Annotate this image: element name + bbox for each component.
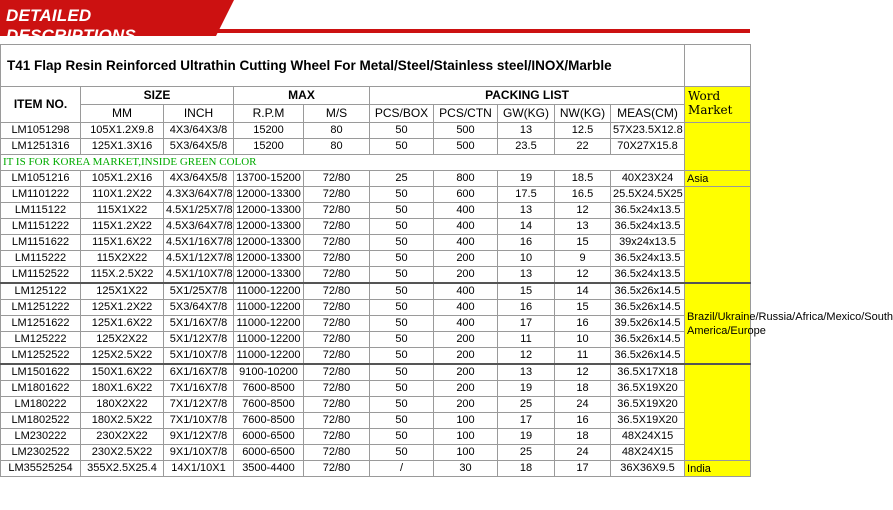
- nw-cell: 16.5: [555, 187, 611, 203]
- rpm-cell: 7600-8500: [234, 413, 304, 429]
- size-inch-cell: 4X3/64X5/8: [164, 171, 234, 187]
- item-no-cell: LM125222: [1, 332, 81, 348]
- nw-cell: 11: [555, 348, 611, 365]
- meas-cell: 36.5x24x13.5: [611, 219, 685, 235]
- table-row: [1, 219, 751, 235]
- gw-cell: 25: [498, 445, 555, 461]
- item-no-cell: LM1051216: [1, 171, 81, 187]
- rpm-cell: 12000-13300: [234, 251, 304, 267]
- pcs-ctn-cell: 100: [434, 413, 498, 429]
- pcs-box-cell: 50: [370, 300, 434, 316]
- size-mm-cell: 115X1.6X22: [81, 235, 164, 251]
- header-meas: MEAS(CM): [611, 105, 685, 123]
- meas-cell: 36.5x24x13.5: [611, 267, 685, 284]
- ms-cell: 72/80: [304, 235, 370, 251]
- meas-cell: 40X23X24: [611, 171, 685, 187]
- pcs-box-cell: 50: [370, 203, 434, 219]
- market-asia-cell: Asia: [685, 171, 751, 187]
- table-row: [1, 316, 751, 332]
- size-inch-cell: 4.5X1/16X7/8: [164, 235, 234, 251]
- nw-cell: 18: [555, 381, 611, 397]
- item-no-cell: LM1051298: [1, 123, 81, 139]
- pcs-ctn-cell: 400: [434, 203, 498, 219]
- rpm-cell: 12000-13300: [234, 203, 304, 219]
- size-inch-cell: 4.5X3/64X7/8: [164, 219, 234, 235]
- ms-cell: 72/80: [304, 251, 370, 267]
- nw-cell: 16: [555, 316, 611, 332]
- size-inch-cell: 4.5X1/12X7/8: [164, 251, 234, 267]
- ms-cell: 72/80: [304, 445, 370, 461]
- nw-cell: 24: [555, 445, 611, 461]
- ms-cell: 72/80: [304, 461, 370, 477]
- meas-cell: 25.5X24.5X25: [611, 187, 685, 203]
- gw-cell: 15: [498, 283, 555, 300]
- rpm-cell: 12000-13300: [234, 187, 304, 203]
- pcs-box-cell: 50: [370, 267, 434, 284]
- pcs-box-cell: 50: [370, 316, 434, 332]
- item-no-cell: LM115122: [1, 203, 81, 219]
- rpm-cell: 11000-12200: [234, 283, 304, 300]
- gw-cell: 16: [498, 235, 555, 251]
- ms-cell: 72/80: [304, 187, 370, 203]
- meas-cell: 57X23.5X12.8: [611, 123, 685, 139]
- pcs-ctn-cell: 200: [434, 332, 498, 348]
- pcs-box-cell: 50: [370, 397, 434, 413]
- nw-cell: 22: [555, 139, 611, 155]
- rpm-cell: 11000-12200: [234, 300, 304, 316]
- size-mm-cell: 230X2.5X22: [81, 445, 164, 461]
- nw-cell: 10: [555, 332, 611, 348]
- item-no-cell: LM1251316: [1, 139, 81, 155]
- pcs-ctn-cell: 100: [434, 445, 498, 461]
- rpm-cell: 9100-10200: [234, 364, 304, 381]
- table-row: [1, 397, 751, 413]
- nw-cell: 16: [555, 413, 611, 429]
- table-row: [1, 300, 751, 316]
- pcs-box-cell: 50: [370, 429, 434, 445]
- rpm-cell: 12000-13300: [234, 235, 304, 251]
- nw-cell: 9: [555, 251, 611, 267]
- header-rpm: R.P.M: [234, 105, 304, 123]
- size-mm-cell: 355X2.5X25.4: [81, 461, 164, 477]
- pcs-box-cell: 50: [370, 219, 434, 235]
- nw-cell: 12: [555, 203, 611, 219]
- item-no-cell: LM35525254: [1, 461, 81, 477]
- ms-cell: 72/80: [304, 300, 370, 316]
- size-mm-cell: 115X2X22: [81, 251, 164, 267]
- pcs-ctn-cell: 200: [434, 267, 498, 284]
- title-spacer: [685, 45, 751, 87]
- rpm-cell: 7600-8500: [234, 397, 304, 413]
- item-no-cell: LM180222: [1, 397, 81, 413]
- rpm-cell: 6000-6500: [234, 429, 304, 445]
- pcs-box-cell: /: [370, 461, 434, 477]
- nw-cell: 18: [555, 429, 611, 445]
- pcs-ctn-cell: 200: [434, 348, 498, 365]
- meas-cell: 36.5x24x13.5: [611, 203, 685, 219]
- pcs-box-cell: 50: [370, 332, 434, 348]
- spec-table-container: [0, 44, 893, 510]
- header-banner: [0, 0, 750, 45]
- rpm-cell: 11000-12200: [234, 316, 304, 332]
- meas-cell: 39.5x26x14.5: [611, 316, 685, 332]
- ms-cell: 72/80: [304, 316, 370, 332]
- rpm-cell: 7600-8500: [234, 381, 304, 397]
- size-inch-cell: 5X1/16X7/8: [164, 316, 234, 332]
- nw-cell: 24: [555, 397, 611, 413]
- pcs-box-cell: 25: [370, 171, 434, 187]
- nw-cell: 15: [555, 235, 611, 251]
- banner-title: DETAILED DESCRIPTIONS: [6, 6, 136, 45]
- meas-cell: 36.5x26x14.5: [611, 348, 685, 365]
- pcs-ctn-cell: 400: [434, 316, 498, 332]
- size-inch-cell: 6X1/16X7/8: [164, 364, 234, 381]
- rpm-cell: 12000-13300: [234, 267, 304, 284]
- meas-cell: 36.5x26x14.5: [611, 283, 685, 300]
- table-row: [1, 332, 751, 348]
- gw-cell: 13: [498, 267, 555, 284]
- header-packing-list: PACKING LIST: [370, 87, 685, 105]
- gw-cell: 13: [498, 123, 555, 139]
- rpm-cell: 15200: [234, 123, 304, 139]
- item-no-cell: LM125122: [1, 283, 81, 300]
- size-mm-cell: 125X1.6X22: [81, 316, 164, 332]
- pcs-box-cell: 50: [370, 187, 434, 203]
- pcs-box-cell: 50: [370, 235, 434, 251]
- pcs-box-cell: 50: [370, 123, 434, 139]
- pcs-box-cell: 50: [370, 445, 434, 461]
- header-word-market: Word Market: [685, 87, 751, 123]
- size-mm-cell: 105X1.2X16: [81, 171, 164, 187]
- table-row: [1, 364, 751, 381]
- meas-cell: 36.5X19X20: [611, 381, 685, 397]
- rpm-cell: 11000-12200: [234, 332, 304, 348]
- item-no-cell: LM1252522: [1, 348, 81, 365]
- item-no-cell: LM1251622: [1, 316, 81, 332]
- gw-cell: 12: [498, 348, 555, 365]
- rpm-cell: 6000-6500: [234, 445, 304, 461]
- size-mm-cell: 105X1.2X9.8: [81, 123, 164, 139]
- ms-cell: 72/80: [304, 348, 370, 365]
- market-blank-cell: [685, 187, 751, 284]
- table-row: [1, 381, 751, 397]
- item-no-cell: LM1151622: [1, 235, 81, 251]
- table-row: [1, 283, 751, 300]
- header-gw: GW(KG): [498, 105, 555, 123]
- gw-cell: 25: [498, 397, 555, 413]
- size-mm-cell: 125X2X22: [81, 332, 164, 348]
- pcs-ctn-cell: 30: [434, 461, 498, 477]
- rpm-cell: 11000-12200: [234, 348, 304, 365]
- ms-cell: 72/80: [304, 397, 370, 413]
- size-mm-cell: 180X1.6X22: [81, 381, 164, 397]
- pcs-ctn-cell: 100: [434, 429, 498, 445]
- size-mm-cell: 180X2.5X22: [81, 413, 164, 429]
- product-title: T41 Flap Resin Reinforced Ultrathin Cutting Wheel For Metal/Steel/Stainless steel/INOX/Marble: [1, 45, 685, 87]
- header-ms: M/S: [304, 105, 370, 123]
- table-row: [1, 267, 751, 284]
- nw-cell: 15: [555, 300, 611, 316]
- header-mm: MM: [81, 105, 164, 123]
- rpm-cell: 12000-13300: [234, 219, 304, 235]
- size-inch-cell: 5X3/64X5/8: [164, 139, 234, 155]
- item-no-cell: LM1802522: [1, 413, 81, 429]
- item-no-cell: LM1152522: [1, 267, 81, 284]
- meas-cell: 48X24X15: [611, 429, 685, 445]
- meas-cell: 36.5X17X18: [611, 364, 685, 381]
- pcs-ctn-cell: 400: [434, 219, 498, 235]
- korea-market-note: IT IS FOR KOREA MARKET,INSIDE GREEN COLOR: [1, 155, 685, 171]
- market-brazil-cell: Brazil/Ukraine/Russia/Africa/Mexico/South America/Europe: [685, 283, 751, 364]
- ms-cell: 80: [304, 139, 370, 155]
- gw-cell: 13: [498, 203, 555, 219]
- size-inch-cell: 5X3/64X7/8: [164, 300, 234, 316]
- pcs-box-cell: 50: [370, 381, 434, 397]
- size-mm-cell: 110X1.2X22: [81, 187, 164, 203]
- item-no-cell: LM1801622: [1, 381, 81, 397]
- pcs-box-cell: 50: [370, 413, 434, 429]
- table-row: [1, 139, 751, 155]
- market-korea-cell: [685, 123, 751, 171]
- item-no-cell: LM1151222: [1, 219, 81, 235]
- size-inch-cell: 7X1/16X7/8: [164, 381, 234, 397]
- header-item-no: ITEM NO.: [1, 87, 81, 123]
- table-row: [1, 445, 751, 461]
- banner-rule: [216, 29, 750, 33]
- ms-cell: 72/80: [304, 332, 370, 348]
- size-mm-cell: 115X1.2X22: [81, 219, 164, 235]
- meas-cell: 36.5X19X20: [611, 397, 685, 413]
- gw-cell: 19: [498, 171, 555, 187]
- ms-cell: 72/80: [304, 381, 370, 397]
- size-inch-cell: 7X1/10X7/8: [164, 413, 234, 429]
- ms-cell: 72/80: [304, 429, 370, 445]
- gw-cell: 17.5: [498, 187, 555, 203]
- header-inch: INCH: [164, 105, 234, 123]
- size-inch-cell: 4X3/64X3/8: [164, 123, 234, 139]
- size-inch-cell: 14X1/10X1: [164, 461, 234, 477]
- item-no-cell: LM1251222: [1, 300, 81, 316]
- pcs-box-cell: 50: [370, 348, 434, 365]
- gw-cell: 11: [498, 332, 555, 348]
- header-pcs-box: PCS/BOX: [370, 105, 434, 123]
- size-mm-cell: 115X1X22: [81, 203, 164, 219]
- table-row: [1, 413, 751, 429]
- meas-cell: 39x24x13.5: [611, 235, 685, 251]
- gw-cell: 19: [498, 429, 555, 445]
- header-size: SIZE: [81, 87, 234, 105]
- item-no-cell: LM2302522: [1, 445, 81, 461]
- gw-cell: 16: [498, 300, 555, 316]
- table-row: [1, 187, 751, 203]
- nw-cell: 13: [555, 219, 611, 235]
- gw-cell: 14: [498, 219, 555, 235]
- market-blank-cell-2: [685, 364, 751, 461]
- ms-cell: 72/80: [304, 364, 370, 381]
- table-row: [1, 348, 751, 365]
- ms-cell: 72/80: [304, 267, 370, 284]
- size-inch-cell: 9X1/12X7/8: [164, 429, 234, 445]
- rpm-cell: 3500-4400: [234, 461, 304, 477]
- title-row: [1, 45, 751, 87]
- spec-table: [0, 44, 893, 477]
- ms-cell: 72/80: [304, 203, 370, 219]
- item-no-cell: LM1101222: [1, 187, 81, 203]
- rpm-cell: 13700-15200: [234, 171, 304, 187]
- table-row: [1, 235, 751, 251]
- item-no-cell: LM1501622: [1, 364, 81, 381]
- gw-cell: 23.5: [498, 139, 555, 155]
- meas-cell: 36.5x26x14.5: [611, 332, 685, 348]
- item-no-cell: LM230222: [1, 429, 81, 445]
- pcs-box-cell: 50: [370, 283, 434, 300]
- market-india-cell: India: [685, 461, 751, 477]
- note-row: [1, 155, 751, 171]
- pcs-ctn-cell: 400: [434, 300, 498, 316]
- size-inch-cell: 5X1/12X7/8: [164, 332, 234, 348]
- gw-cell: 19: [498, 381, 555, 397]
- meas-cell: 36X36X9.5: [611, 461, 685, 477]
- pcs-box-cell: 50: [370, 364, 434, 381]
- size-mm-cell: 180X2X22: [81, 397, 164, 413]
- table-row: [1, 461, 751, 477]
- nw-cell: 18.5: [555, 171, 611, 187]
- nw-cell: 12: [555, 364, 611, 381]
- gw-cell: 13: [498, 364, 555, 381]
- size-mm-cell: 115X.2.5X22: [81, 267, 164, 284]
- pcs-ctn-cell: 200: [434, 397, 498, 413]
- pcs-ctn-cell: 500: [434, 139, 498, 155]
- pcs-box-cell: 50: [370, 139, 434, 155]
- size-mm-cell: 125X1X22: [81, 283, 164, 300]
- gw-cell: 17: [498, 316, 555, 332]
- pcs-ctn-cell: 500: [434, 123, 498, 139]
- meas-cell: 36.5x26x14.5: [611, 300, 685, 316]
- size-mm-cell: 150X1.6X22: [81, 364, 164, 381]
- gw-cell: 17: [498, 413, 555, 429]
- ms-cell: 72/80: [304, 283, 370, 300]
- banner-ribbon: [0, 0, 216, 45]
- table-row: [1, 203, 751, 219]
- header-row-2: [1, 105, 751, 123]
- pcs-ctn-cell: 400: [434, 235, 498, 251]
- ms-cell: 80: [304, 123, 370, 139]
- nw-cell: 14: [555, 283, 611, 300]
- size-inch-cell: 5X1/25X7/8: [164, 283, 234, 300]
- size-mm-cell: 125X1.3X16: [81, 139, 164, 155]
- nw-cell: 17: [555, 461, 611, 477]
- pcs-ctn-cell: 200: [434, 364, 498, 381]
- size-mm-cell: 230X2X22: [81, 429, 164, 445]
- header-max: MAX: [234, 87, 370, 105]
- meas-cell: 70X27X15.8: [611, 139, 685, 155]
- gw-cell: 18: [498, 461, 555, 477]
- gw-cell: 10: [498, 251, 555, 267]
- size-inch-cell: 5X1/10X7/8: [164, 348, 234, 365]
- pcs-ctn-cell: 600: [434, 187, 498, 203]
- size-inch-cell: 4.5X1/25X7/8: [164, 203, 234, 219]
- table-row: [1, 171, 751, 187]
- nw-cell: 12.5: [555, 123, 611, 139]
- table-row: [1, 251, 751, 267]
- rpm-cell: 15200: [234, 139, 304, 155]
- pcs-ctn-cell: 800: [434, 171, 498, 187]
- pcs-ctn-cell: 400: [434, 283, 498, 300]
- size-mm-cell: 125X1.2X22: [81, 300, 164, 316]
- ms-cell: 72/80: [304, 171, 370, 187]
- size-inch-cell: 9X1/10X7/8: [164, 445, 234, 461]
- pcs-box-cell: 50: [370, 251, 434, 267]
- meas-cell: 36.5x24x13.5: [611, 251, 685, 267]
- table-row: [1, 123, 751, 139]
- nw-cell: 12: [555, 267, 611, 284]
- table-row: [1, 429, 751, 445]
- pcs-ctn-cell: 200: [434, 251, 498, 267]
- pcs-ctn-cell: 200: [434, 381, 498, 397]
- meas-cell: 36.5X19X20: [611, 413, 685, 429]
- size-inch-cell: 7X1/12X7/8: [164, 397, 234, 413]
- meas-cell: 48X24X15: [611, 445, 685, 461]
- header-nw: NW(KG): [555, 105, 611, 123]
- size-mm-cell: 125X2.5X22: [81, 348, 164, 365]
- header-row-1: [1, 87, 751, 105]
- item-no-cell: LM115222: [1, 251, 81, 267]
- ms-cell: 72/80: [304, 219, 370, 235]
- size-inch-cell: 4.3X3/64X7/8: [164, 187, 234, 203]
- ms-cell: 72/80: [304, 413, 370, 429]
- header-pcs-ctn: PCS/CTN: [434, 105, 498, 123]
- size-inch-cell: 4.5X1/10X7/8: [164, 267, 234, 284]
